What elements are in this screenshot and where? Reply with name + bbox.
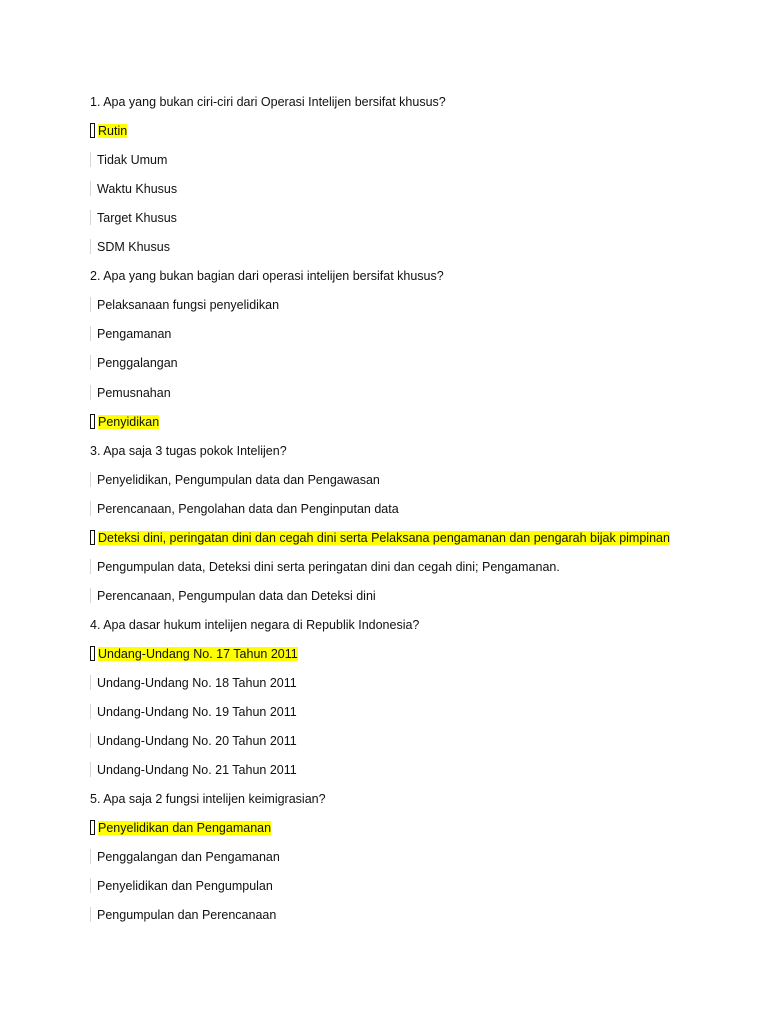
answer-option[interactable] [90,179,177,199]
option-marker-icon [90,878,94,893]
option-label: Deteksi dini, peringatan dini dan cegah dini serta Pelaksana pengamanan dan pengarah bijak pimpinan [98,531,670,545]
option-label: Undang-Undang No. 20 Tahun 2011 [97,734,297,748]
option-marker-icon [90,733,94,748]
option-marker-icon [90,501,94,516]
answer-option[interactable] [90,905,276,925]
option-label: Undang-Undang No. 21 Tahun 2011 [97,763,297,777]
answer-option[interactable] [90,383,171,403]
option-label: Penyidikan [98,415,160,429]
answer-option[interactable] [90,470,380,490]
option-marker-icon [90,559,94,574]
option-marker-icon [90,588,94,603]
option-marker-icon [90,326,94,341]
answer-option-selected[interactable] [90,121,127,141]
option-label: Undang-Undang No. 19 Tahun 2011 [97,705,297,719]
question-text: 5. Apa saja 2 fungsi intelijen keimigrasian? [90,792,326,806]
option-marker-icon [90,704,94,719]
answer-option[interactable] [90,237,170,257]
selected-marker-icon [90,530,95,545]
question-text: 4. Apa dasar hukum intelijen negara di Republik Indonesia? [90,618,420,632]
option-marker-icon [90,152,94,167]
option-label: Perencanaan, Pengolahan data dan Penginputan data [97,502,399,516]
answer-option[interactable] [90,731,297,751]
answer-option[interactable] [90,876,273,896]
option-marker-icon [90,355,94,370]
option-label: Penggalangan dan Pengamanan [97,850,280,864]
option-label: Pengamanan [97,327,172,341]
answer-option[interactable] [90,557,560,577]
answer-option-selected[interactable] [90,644,298,664]
option-marker-icon [90,675,94,690]
option-label: Rutin [98,124,128,138]
option-label: Pemusnahan [97,386,171,400]
answer-option[interactable] [90,353,178,373]
option-label: Penyelidikan dan Pengumpulan [97,879,273,893]
question-text: 1. Apa yang bukan ciri-ciri dari Operasi Intelijen bersifat khusus? [90,95,446,109]
answer-option[interactable] [90,760,297,780]
question-text: 3. Apa saja 3 tugas pokok Intelijen? [90,444,287,458]
answer-option[interactable] [90,150,167,170]
answer-option[interactable] [90,499,399,519]
selected-marker-icon [90,414,95,429]
option-label: Target Khusus [97,211,177,225]
option-marker-icon [90,849,94,864]
option-label: Pengumpulan dan Perencanaan [97,908,277,922]
answer-option[interactable] [90,847,280,867]
option-marker-icon [90,762,94,777]
question-text: 2. Apa yang bukan bagian dari operasi intelijen bersifat khusus? [90,269,444,283]
option-label: Penyelidikan, Pengumpulan data dan Pengawasan [97,473,380,487]
option-marker-icon [90,472,94,487]
answer-option-selected[interactable] [90,528,670,548]
option-label: Undang-Undang No. 18 Tahun 2011 [97,676,297,690]
option-marker-icon [90,297,94,312]
option-label: Penggalangan [97,356,178,370]
option-marker-icon [90,385,94,400]
selected-marker-icon [90,123,95,138]
option-marker-icon [90,181,94,196]
option-marker-icon [90,239,94,254]
option-label: Pengumpulan data, Deteksi dini serta peringatan dini dan cegah dini; Pengamanan. [97,560,560,574]
option-label: SDM Khusus [97,240,170,254]
selected-marker-icon [90,820,95,835]
answer-option[interactable] [90,208,177,228]
answer-option-selected[interactable] [90,412,159,432]
answer-option[interactable] [90,702,297,722]
option-label: Pelaksanaan fungsi penyelidikan [97,298,280,312]
option-label: Penyelidikan dan Pengamanan [98,821,272,835]
option-label: Perencanaan, Pengumpulan data dan Deteksi dini [97,589,376,603]
answer-option[interactable] [90,586,376,606]
answer-option[interactable] [90,295,279,315]
answer-option-selected[interactable] [90,818,271,838]
answer-option[interactable] [90,673,297,693]
selected-marker-icon [90,646,95,661]
option-label: Undang-Undang No. 17 Tahun 2011 [98,647,298,661]
answer-option[interactable] [90,324,171,344]
option-marker-icon [90,907,94,922]
option-marker-icon [90,210,94,225]
option-label: Tidak Umum [97,153,168,167]
option-label: Waktu Khusus [97,182,178,196]
